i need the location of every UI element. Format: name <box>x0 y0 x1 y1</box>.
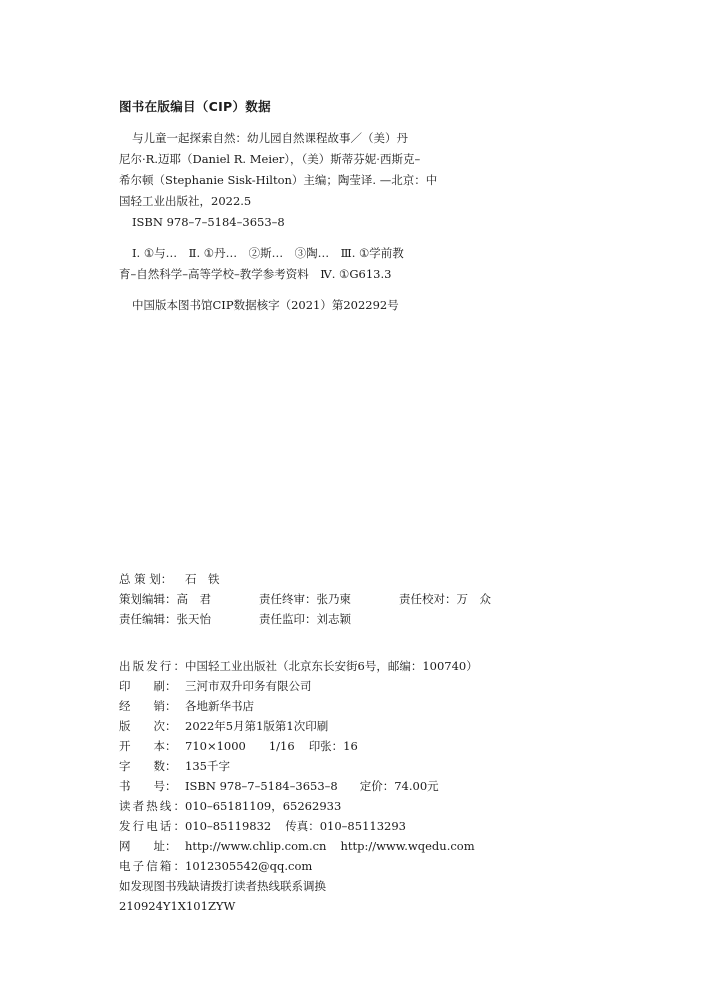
editor-value: 张天怡 <box>176 612 211 626</box>
web-link-2: http://www.wqedu.com <box>340 839 475 853</box>
replacement-notice: 如发现图书残缺请拨打读者热线联系调换 <box>119 879 326 893</box>
credits-section <box>119 569 679 629</box>
spec-row-phone <box>119 816 679 836</box>
planning-editor-group <box>119 589 259 609</box>
specs-section <box>119 656 679 916</box>
cip-subjects <box>119 243 419 285</box>
final-review-label: 责任终审： <box>259 592 317 606</box>
cip-number-block <box>119 295 419 316</box>
final-review-group <box>259 589 399 609</box>
cip-subject-line: 育–自然科学–高等学校–教学参考资料 Ⅳ. ①G613.3 <box>119 267 392 281</box>
isbn-label: 书 号： <box>119 779 177 793</box>
phone-value: 010–85119832 <box>185 819 272 833</box>
price-value: 定价：74.00元 <box>359 779 439 793</box>
printer-value: 三河市双升印务有限公司 <box>185 679 312 693</box>
credit-row-planner <box>119 569 679 589</box>
planning-editor-value: 高 君 <box>176 592 211 606</box>
publisher-label: 出版发行： <box>119 659 185 673</box>
spec-row-web <box>119 836 679 856</box>
hotline-value: 010–65181109，65262933 <box>185 799 342 813</box>
sheets-value: 印张：16 <box>308 739 358 753</box>
print-supervisor-value: 刘志颖 <box>316 612 351 626</box>
spec-row-email <box>119 856 679 876</box>
spec-row-code <box>119 896 679 916</box>
email-label: 电子信箱： <box>119 859 185 873</box>
spec-row-printer <box>119 676 679 696</box>
cip-entry <box>119 128 438 233</box>
spec-row-format <box>119 736 679 756</box>
planning-editor-label: 策划编辑： <box>119 592 177 606</box>
credit-row-editors <box>119 589 679 609</box>
words-value: 135千字 <box>185 759 230 773</box>
edition-label: 版 次： <box>119 719 177 733</box>
cip-entry-line: 尼尔·R.迈耶（Daniel R. Meier），（美）斯蒂芬妮·西斯克– <box>119 152 421 166</box>
spec-row-hotline <box>119 796 679 816</box>
fax-value: 传真：010–85113293 <box>285 819 406 833</box>
distributor-label: 经 销： <box>119 699 177 713</box>
cip-isbn: ISBN 978–7–5184–3653–8 <box>132 215 285 229</box>
spec-row-distributor <box>119 696 679 716</box>
edition-value: 2022年5月第1版第1次印刷 <box>185 719 329 733</box>
print-supervisor-label: 责任监印： <box>259 612 317 626</box>
proofreader-group <box>399 589 491 609</box>
web-link-1: http://www.chlip.com.cn <box>185 839 327 853</box>
planner-value: 石 铁 <box>185 572 220 586</box>
spec-row-edition <box>119 716 679 736</box>
spec-row-words <box>119 756 679 776</box>
spec-row-isbn <box>119 776 679 796</box>
editor-label: 责任编辑： <box>119 612 177 626</box>
words-label: 字 数： <box>119 759 177 773</box>
editor-group <box>119 609 259 629</box>
printer-label: 印 刷： <box>119 679 177 693</box>
cip-title: 图书在版编目（CIP）数据 <box>119 99 271 114</box>
cip-number: 中国版本图书馆CIP数据核字（2021）第202292号 <box>132 298 399 312</box>
print-code: 210924Y1X101ZYW <box>119 899 236 913</box>
final-review-value: 张乃柬 <box>316 592 351 606</box>
spec-row-publisher <box>119 656 679 676</box>
web-label: 网 址： <box>119 839 177 853</box>
publisher-value: 中国轻工业出版社（北京东长安街6号，邮编：100740） <box>185 659 478 673</box>
credit-row-responsible <box>119 609 679 629</box>
cip-entry-line: 国轻工业出版社，2022.5 <box>119 194 252 208</box>
isbn-value: ISBN 978–7–5184–3653–8 <box>185 779 338 793</box>
format-label: 开 本： <box>119 739 177 753</box>
print-supervisor-group <box>259 609 399 629</box>
cip-subject-line: Ⅰ. ①与… Ⅱ. ①丹… ②斯… ③陶… Ⅲ. ①学前教 <box>132 246 404 260</box>
distributor-value: 各地新华书店 <box>185 699 254 713</box>
cip-section <box>119 98 438 316</box>
spec-row-notice <box>119 876 679 896</box>
proofreader-label: 责任校对： <box>399 592 457 606</box>
hotline-label: 读者热线： <box>119 799 185 813</box>
cip-entry-line: 希尔顿（Stephanie Sisk-Hilton）主编；陶莹译. —北京：中 <box>119 173 438 187</box>
proofreader-value: 万 众 <box>456 592 491 606</box>
cip-entry-line: 与儿童一起探索自然：幼儿园自然课程故事／（美）丹 <box>132 131 408 145</box>
format-value: 710×1000 1/16 <box>185 739 295 753</box>
phone-label: 发行电话： <box>119 819 185 833</box>
email-value: 1012305542@qq.com <box>185 859 313 873</box>
planner-label: 总 策 划： <box>119 572 173 586</box>
